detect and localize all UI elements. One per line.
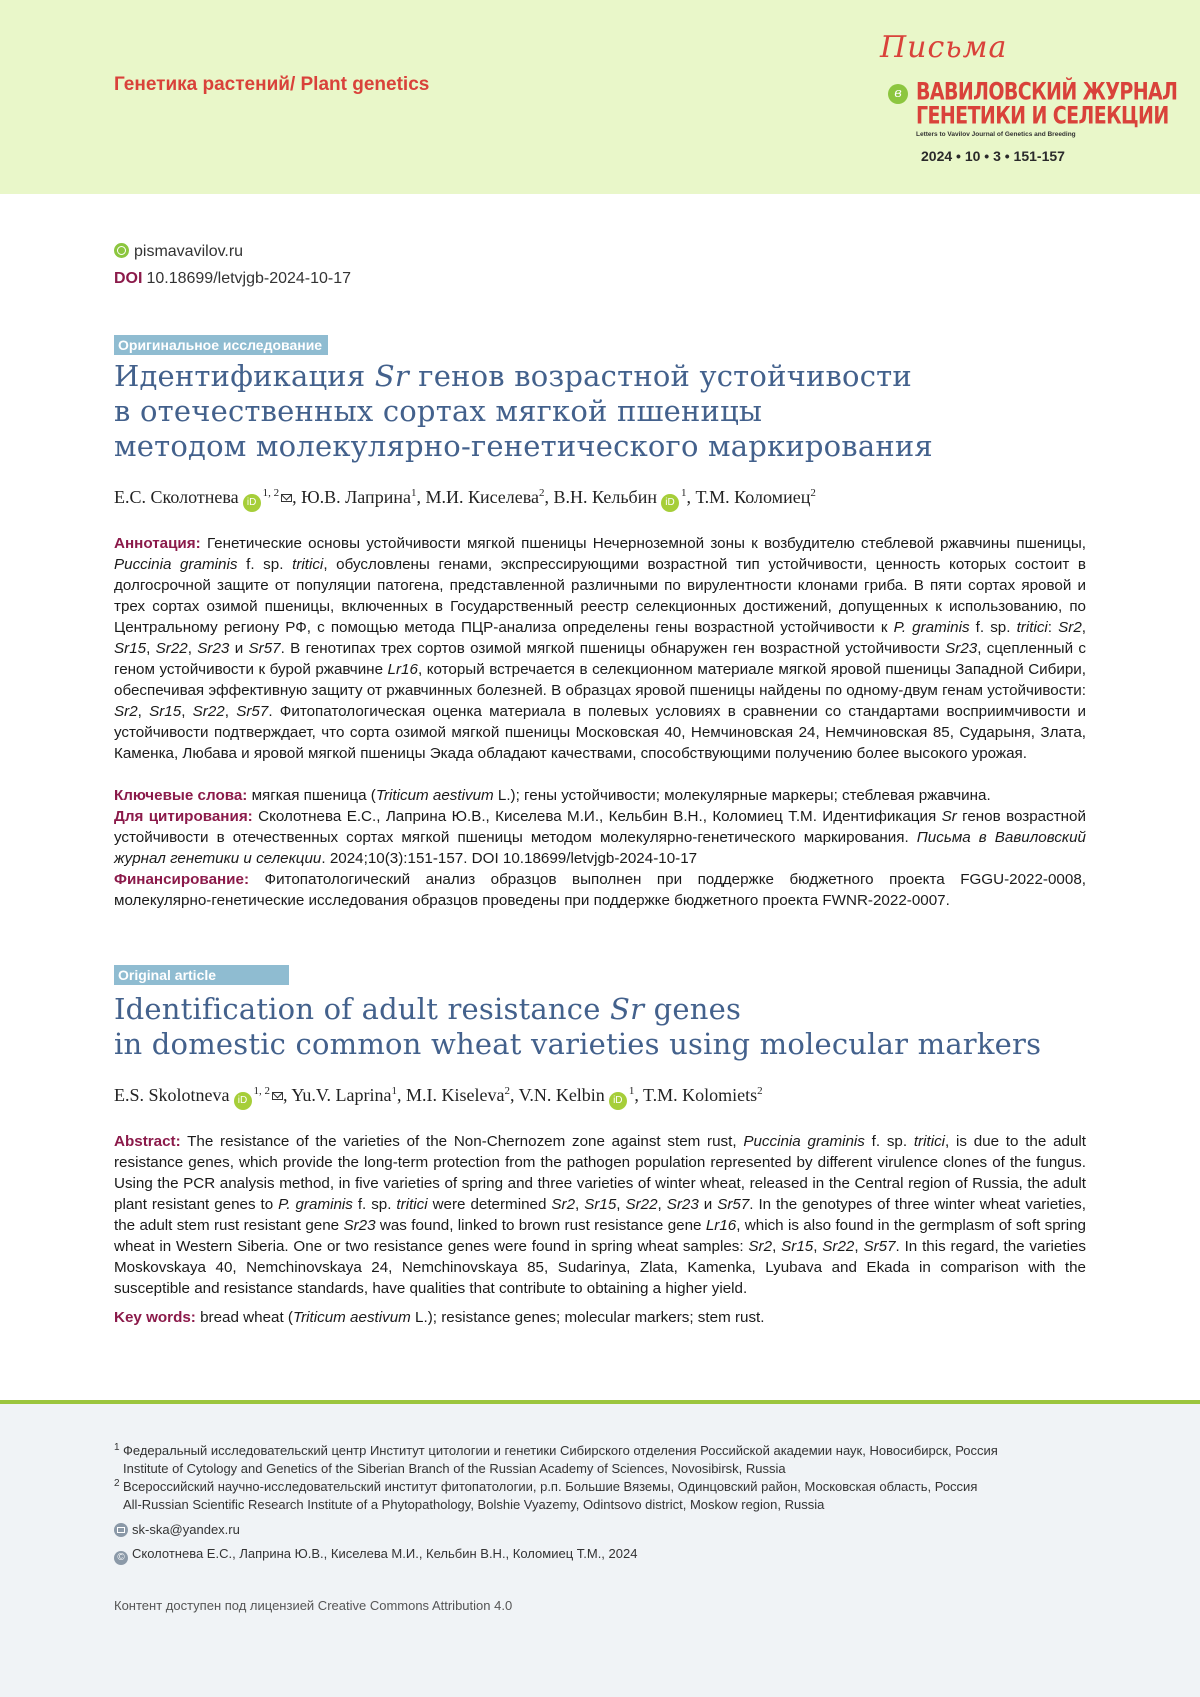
title-en-line-2: in domestic common wheat varieties using molecular markers — [114, 1027, 1042, 1061]
affiliation-number: 2 — [114, 1478, 120, 1489]
affiliation-number: 1 — [114, 1442, 120, 1453]
abstract-en: Abstract: The resistance of the varieties of the Non-Chernozem zone against stem rust, Puccinia graminis f. sp. tritici, is due to the adult resistance genes, which provide the long-term protection from the pathogen population represented by different virulence clones of the fungus. Using the PCR analysis method, in five varieties of spring and three varieties of winter wheat, released in the Central region of Russia, the adult plant resistant genes to P. graminis f. sp. tritici were determined Sr2, Sr15, Sr22, Sr23 и Sr57. In the genotypes of three winter wheat varieties, the adult stem rust resistant gene Sr23 was found, linked to brown rust resistance gene Lr16, which is also found in the germplasm of soft spring wheat in Western Siberia. One or two resistance genes were found in spring wheat samples: Sr2, Sr15, Sr22, Sr57. In this regard, the varieties Moskovskaya 40, Nemchinovskaya 24, Nemchinovskaya 85, Sudarinya, Zlata, Kamenka, Lyubava and Ekada in comparison with the susceptible and resistance standards, have qualities that contribute to obtaining a higher yield. — [114, 1133, 1087, 1297]
author-name: E.S. Skolotneva — [114, 1085, 230, 1105]
mail-icon — [114, 1523, 128, 1537]
section-label: Генетика растений/ Plant genetics — [114, 74, 430, 95]
site-text[interactable]: pismavavilov.ru — [134, 243, 244, 260]
author-name: Е.С. Сколотнева — [114, 487, 239, 507]
affiliation-en: Institute of Cytology and Genetics of the Siberian Branch of the Russian Academy of Sciences, Novosibirsk, Russia — [123, 1461, 786, 1476]
logo-subtitle: Letters to Vavilov Journal of Genetics and Breeding — [916, 131, 1076, 138]
citation-ru: Для цитирования: Сколотнева Е.С., Лаприна Ю.В., Киселева М.И., Кельбин В.Н., Коломиец Т.М. Идентификация Sr генов возрастной устойчивости в отечественных сортах мягкой пшеницы методом молекулярно-генетического маркирования. Письма в Вавиловский журнал генетики и селекции. 2024;10(3):151-157. DOI 10.18699/letvjgb-2024-10-17 — [114, 808, 1086, 867]
author-affiliation: 2 — [810, 487, 816, 499]
keywords-label: Ключевые слова: — [114, 787, 248, 804]
author-affiliation: 1 — [680, 487, 687, 499]
abstract-ru: Аннотация: Генетические основы устойчивости мягкой пшеницы Нечерноземной зоны к возбудителю стеблевой ржавчины пшеницы, Puccinia graminis f. sp. tritici, обусловлены генами, экспрессирующими возрастной тип устойчивости, ценность которых состоит в долгосрочной защите от популяции патогена, представленной различными по вирулентности клонами гриба. В пяти сортах яровой и трех сортах озимой пшеницы, включенных в Государственный реестр селекционных достижений, допущенных к использованию, по Центральному региону РФ, с помощью метода ПЦР-анализа определены гены возрастной устойчивости к P. graminis f. sp. tritici: Sr2, Sr15, Sr22, Sr23 и Sr57. В генотипах трех сортов озимой мягкой пшеницы обнаружен ген возрастной устойчивости Sr23, сцепленный с геном устойчивости к бурой ржавчине Lr16, который встречается в селекционном материале мягкой яровой пшеницы Западной Сибири, обеспечивая эффективную защиту от ржавчинных болезней. В образцах яровой пшеницы найдены по одному-двум генам устойчивости: Sr2, Sr15, Sr22, Sr57. Фитопатологическая оценка материала в полевых условиях в сравнении со стандартами восприимчивости и устойчивости подтверждает, что сорта озимой мягкой пшеницы Московская 40, Немчиновская 24, Немчиновская 85, Сударыня, Злата, Каменка, Любава и яровой мягкой пшеницы Экада обладают качествами, способствующими получению более высокого урожая. — [114, 535, 1086, 762]
funding-ru: Финансирование: Фитопатологический анализ образцов выполнен при поддержке бюджетного проекта FGGU-2022-0008, молекулярно-генетические исследования образцов проведены при поддержке бюджетного проекта FWNR-2022-0007. — [114, 871, 1086, 909]
article-type-tag-ru: Оригинальное исследование — [114, 335, 328, 355]
title-en-italic: Sr — [610, 992, 645, 1026]
email-text[interactable]: sk-ska@yandex.ru — [132, 1522, 240, 1537]
logo-line-1: ВАВИЛОВСКИЙ ЖУРНАЛ — [916, 78, 1178, 106]
title-ru-italic: Sr — [374, 359, 409, 393]
logo-script: Письма — [880, 30, 1008, 65]
mail-icon[interactable] — [272, 1092, 283, 1100]
author-affiliation: 2 — [539, 487, 545, 499]
authors-en — [114, 1085, 763, 1110]
author-affiliation: 1, 2 — [262, 487, 280, 499]
title-ru-part: генов возрастной устойчивости — [408, 359, 912, 393]
logo-badge: в — [888, 84, 908, 104]
author-name: , М.И. Киселева — [416, 487, 540, 507]
copyright-icon: © — [114, 1551, 128, 1565]
affiliation-ru: Федеральный исследовательский центр Институт цитологии и генетики Сибирского отделения Российской академии наук, Новосибирск, Россия — [123, 1443, 998, 1458]
license-text: Контент доступен под лицензией Creative Commons Attribution 4.0 — [114, 1598, 513, 1613]
contact-email[interactable] — [114, 1522, 240, 1537]
abstract-label: Abstract: — [114, 1133, 181, 1150]
author-affiliation: 2 — [504, 1085, 510, 1097]
title-en-part: Identification of adult resistance — [114, 992, 611, 1026]
orcid-icon[interactable]: iD — [609, 1092, 627, 1110]
keywords-ru: Ключевые слова: мягкая пшеница (Triticum aestivum L.); гены устойчивости; молекулярные маркеры; стеблевая ржавчина. — [114, 787, 991, 804]
article-type-tag-en: Original article — [114, 965, 289, 985]
article-title-en — [114, 992, 1041, 1062]
copyright-text: Сколотнева Е.С., Лаприна Ю.В., Киселева М.И., Кельбин В.Н., Коломиец Т.М., 2024 — [132, 1546, 638, 1561]
author-name: , В.Н. Кельбин — [544, 487, 657, 507]
keywords-en: Key words: bread wheat (Triticum aestivum L.); resistance genes; molecular markers; stem rust. — [114, 1309, 765, 1326]
affiliation-en: All-Russian Scientific Research Institute of a Phytopathology, Bolshie Vyazemy, Odintsovo district, Moskow region, Russia — [123, 1497, 825, 1512]
author-name: , V.N. Kelbin — [509, 1085, 605, 1105]
author-name: , Т.М. Коломиец — [686, 487, 811, 507]
authors-ru — [114, 487, 816, 512]
logo-line-2: ГЕНЕТИКИ И СЕЛЕКЦИИ — [916, 102, 1169, 130]
author-affiliation: 1, 2 — [253, 1085, 270, 1097]
copyright-row — [114, 1546, 637, 1565]
affiliation-1 — [114, 1442, 998, 1478]
doi-value[interactable]: 10.18699/letvjgb-2024-10-17 — [146, 270, 352, 287]
author-name: , Ю.В. Лаприна — [292, 487, 411, 507]
keywords-label: Key words: — [114, 1309, 196, 1326]
article-title-ru — [114, 359, 933, 464]
mail-icon[interactable] — [281, 494, 292, 502]
title-ru-part: Идентификация — [114, 359, 375, 393]
author-affiliation: 2 — [757, 1085, 763, 1097]
author-affiliation: 1 — [628, 1085, 635, 1097]
author-name: , Yu.V. Laprina — [283, 1085, 392, 1105]
citation-label: Для цитирования: — [114, 808, 253, 825]
site-link[interactable] — [114, 243, 243, 261]
title-ru-line-2: в отечественных сортах мягкой пшеницы — [114, 394, 763, 428]
author-affiliation: 1 — [410, 487, 417, 499]
doi-row — [114, 270, 351, 288]
orcid-icon[interactable]: iD — [234, 1092, 252, 1110]
title-ru-line-3: методом молекулярно-генетического маркирования — [114, 429, 933, 463]
author-name: , T.M. Kolomiets — [634, 1085, 758, 1105]
abstract-label: Аннотация: — [114, 535, 201, 552]
orcid-icon[interactable]: iD — [661, 494, 679, 512]
orcid-icon[interactable]: iD — [243, 494, 261, 512]
doi-label: DOI — [114, 270, 143, 287]
globe-icon — [114, 243, 129, 258]
affiliation-2 — [114, 1478, 977, 1514]
journal-header — [0, 0, 1200, 194]
affiliation-ru: Всероссийский научно-исследовательский институт фитопатологии, р.п. Большие Вяземы, Одинцовский район, Московская область, Россия — [123, 1479, 978, 1494]
funding-label: Финансирование: — [114, 871, 250, 888]
title-en-part: genes — [644, 992, 742, 1026]
issue-info: 2024 • 10 • 3 • 151-157 — [921, 148, 1065, 164]
author-name: , M.I. Kiseleva — [396, 1085, 505, 1105]
author-affiliation: 1 — [391, 1085, 397, 1097]
journal-logo — [880, 30, 1178, 144]
